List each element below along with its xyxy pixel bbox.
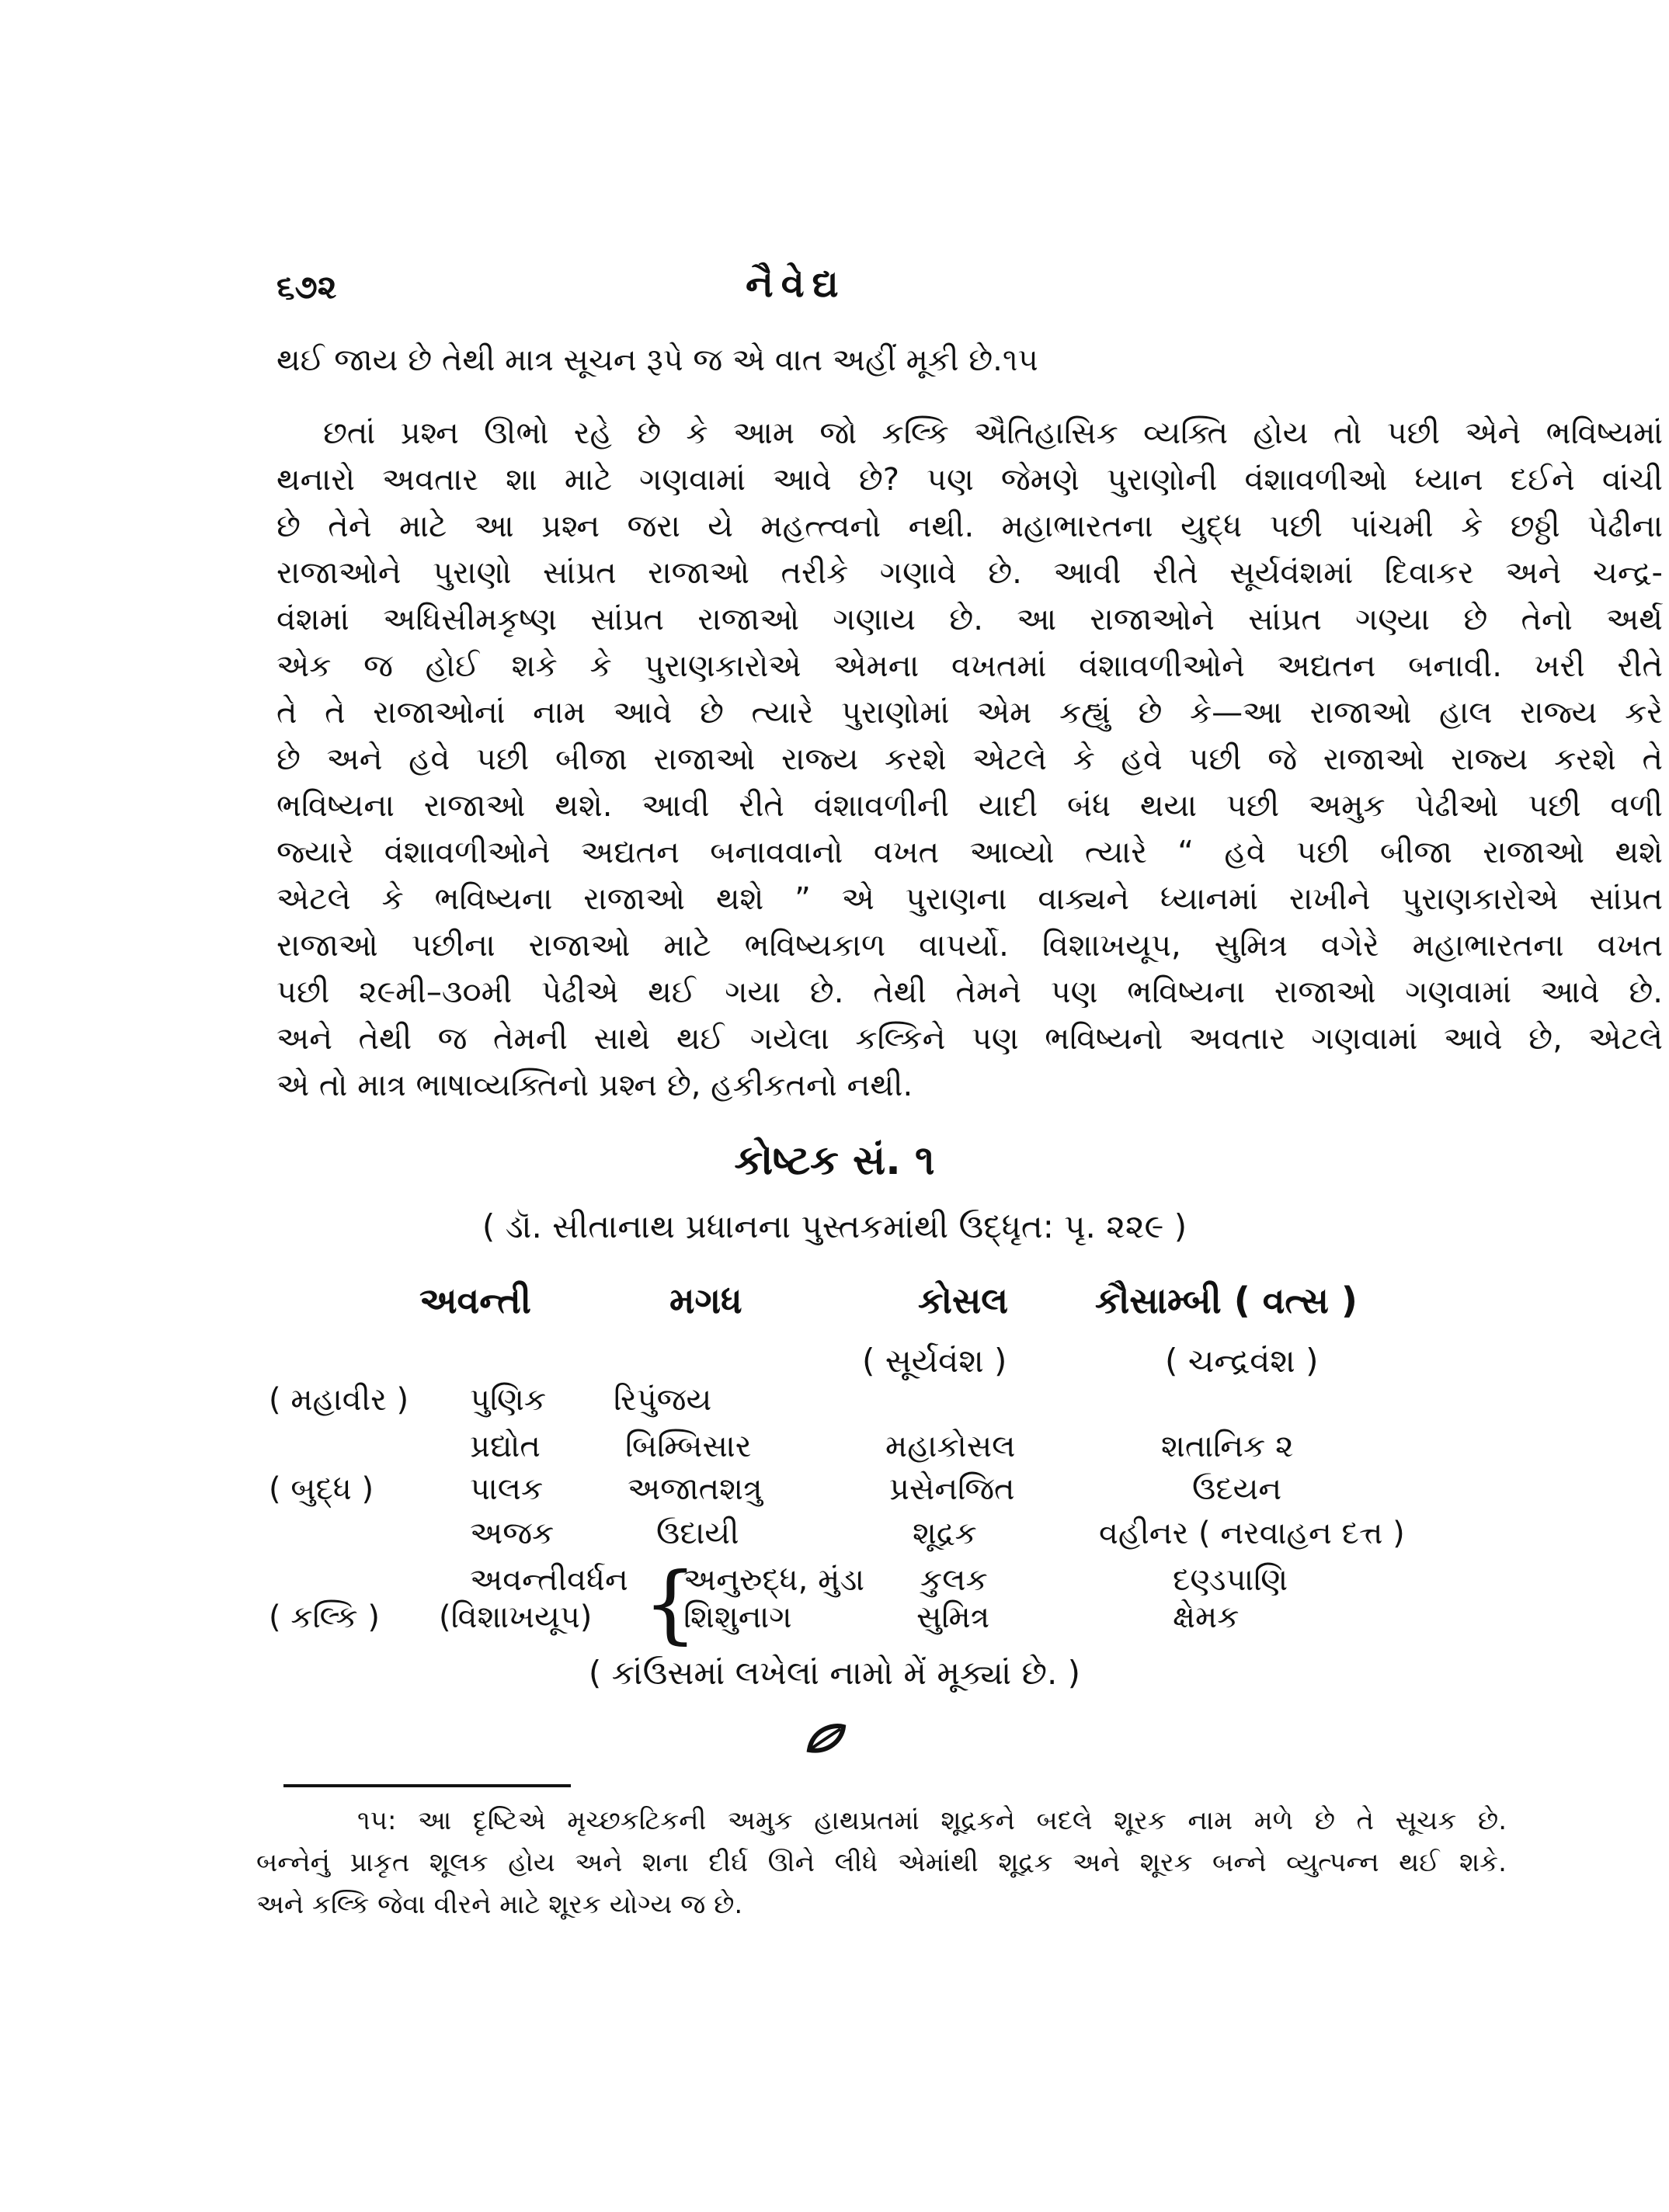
table-subtitle: ( ડૉ. સીતાનાથ પ્રધાનના પુસ્તકમાંથી ઉદ્ધૃત: પૃ. ૨૨૯ ) xyxy=(482,1207,1187,1245)
page-number: ૬૭૨ xyxy=(276,268,337,306)
paragraph-line: એટલે કે ભવિષ્યના રાજાઓ થશે ” એ પુરાણના વાક્યને ધ્યાનમાં રાખીને પુરાણકારોએ સાંપ્રત xyxy=(276,881,1663,917)
table-cell: અનુરુદ્ધ, મુંડા xyxy=(683,1562,865,1598)
paragraph-line: છે તેને માટે આ પ્રશ્ન જરા યે મહત્ત્વનો નથી. મહાભારતના યુદ્ધ પછી પાંચમી કે છઠ્ઠી પેઢીના xyxy=(276,509,1663,544)
footnote-line: ૧૫: આ દૃષ્ટિએ મૃચ્છકટિકની અમુક હાથપ્રતમાં શૂદ્રકને બદલે શૂરક નામ મળે છે તે સૂચક છે. xyxy=(357,1805,1507,1836)
column-header-kausambi: કૌસામ્બી ( વત્સ ) xyxy=(1095,1280,1358,1321)
table-cell: શિશુનાગ xyxy=(683,1599,792,1635)
table-cell: શતાનિક ૨ xyxy=(1161,1429,1294,1464)
table-title: કોષ્ટક સં. ૧ xyxy=(734,1137,935,1184)
column-header-avanti: અવન્તી xyxy=(419,1280,531,1321)
footnote-rule xyxy=(283,1784,571,1787)
table-cell: અજાતશત્રુ xyxy=(628,1471,763,1507)
table-cell: અજક xyxy=(470,1516,555,1551)
table-cell: મહાકોસલ xyxy=(885,1429,1016,1464)
column-header-magadha: મગધ xyxy=(669,1280,742,1321)
column-header-kosala: કોસલ xyxy=(918,1280,1009,1321)
table-cell: પ્રદ્યોત xyxy=(470,1429,541,1464)
paragraph-line: એક જ હોઈ શકે કે પુરાણકારોએ એમના વખતમાં વંશાવળીઓને અદ્યતન બનાવી. ખરી રીતે xyxy=(276,648,1663,684)
row-label-buddha: ( બુદ્ધ ) xyxy=(269,1471,374,1507)
column-sub-kausambi: ( ચન્દ્રવંશ ) xyxy=(1165,1342,1319,1380)
paragraph-line: ભવિષ્યના રાજાઓ થશે. આવી રીતે વંશાવળીની યાદી બંધ થયા પછી અમુક પેઢીઓ પછી વળી xyxy=(276,788,1663,824)
table-cell: દણ્ડપાણિ xyxy=(1173,1562,1288,1598)
running-head: નૈવેદ્ય xyxy=(746,262,847,306)
table-cell: (વિશાખયૂપ) xyxy=(439,1599,593,1635)
table-cell: પાલક xyxy=(470,1471,544,1507)
table-cell: પુણિક xyxy=(470,1382,547,1418)
row-label-mahavira: ( મહાવીર ) xyxy=(269,1382,409,1418)
table-cell: રિપુંજય xyxy=(614,1382,712,1418)
table-cell: અવન્તીવર્ધન xyxy=(470,1562,628,1598)
paragraph-line: છે અને હવે પછી બીજા રાજાઓ રાજ્ય કરશે એટલે કે હવે પછી જે રાજાઓ રાજ્ય કરશે તે xyxy=(276,741,1663,777)
paragraph-line: છતાં પ્રશ્ન ઊભો રહે છે કે આમ જો કલ્કિ ઐતિહાસિક વ્યક્તિ હોય તો પછી એને ભવિષ્યમાં xyxy=(323,415,1663,451)
table-cell: સુમિત્ર xyxy=(916,1599,990,1635)
table-cell: કુલક xyxy=(920,1562,988,1598)
paragraph-line: અને તેથી જ તેમની સાથે થઈ ગયેલા કલ્કિને પણ ભવિષ્યનો અવતાર ગણવામાં આવે છે, એટલે xyxy=(276,1021,1663,1057)
paragraph-line: થનારો અવતાર શા માટે ગણવામાં આવે છે? પણ જેમણે પુરાણોની વંશાવળીઓ ધ્યાન દઈને વાંચી xyxy=(276,462,1663,498)
table-cell: પ્રસેનજિત xyxy=(889,1471,1015,1507)
table-cell: ઉદયન xyxy=(1192,1471,1282,1507)
continued-text-line: થઈ જાય છે તેથી માત્ર સૂચન રૂપે જ એ વાત અહીં મૂકી છે.૧૫ xyxy=(276,342,1038,378)
main-paragraph xyxy=(276,410,1663,1109)
table-note: ( કાંઉસમાં લખેલાં નામો મેં મૂક્યાં છે. ) xyxy=(588,1654,1081,1692)
paragraph-line: જ્યારે વંશાવળીઓને અદ્યતન બનાવવાનો વખત આવ્યો ત્યારે “ હવે પછી બીજા રાજાઓ થશે xyxy=(276,835,1663,870)
table-cell: ઉદાયી xyxy=(656,1516,739,1551)
table-cell: ક્ષેમક xyxy=(1173,1599,1240,1635)
paragraph-line: તે તે રાજાઓનાં નામ આવે છે ત્યારે પુરાણોમાં એમ કહ્યું છે કે—આ રાજાઓ હાલ રાજ્ય કરે xyxy=(276,695,1663,731)
paragraph-line: રાજાઓ પછીના રાજાઓ માટે ભવિષ્યકાળ વાપર્યો. વિશાખયૂપ, સુમિત્ર વગેરે મહાભારતના વખત xyxy=(276,928,1663,964)
paragraph-line: એ તો માત્ર ભાષાવ્યક્તિનો પ્રશ્ન છે, હકીકતનો નથી. xyxy=(276,1068,913,1103)
paragraph-line: રાજાઓને પુરાણો સાંપ્રત રાજાઓ તરીકે ગણાવે છે. આવી રીતે સૂર્યવંશમાં દિવાકર અને ચન્દ્ર- xyxy=(276,555,1663,591)
brace-icon: { xyxy=(643,1554,697,1653)
leaf-ornament-icon xyxy=(805,1722,848,1759)
footnote-line: બન્નેનું પ્રાકૃત શૂલક હોય અને શના દીર્ઘ ઊને લીધે એમાંથી શૂદ્રક અને શૂરક બન્ને વ્યુત્પન્ન થઈ શકે. xyxy=(256,1847,1507,1878)
table-cell: વહીનર ( નરવાહન દત્ત ) xyxy=(1099,1516,1405,1551)
footnote-line: અને કલ્કિ જેવા વીરને માટે શૂરક યોગ્ય જ છે. xyxy=(256,1889,743,1920)
table-cell: શૂદ્રક xyxy=(913,1516,977,1551)
table-cell: બિમ્બિસાર xyxy=(625,1429,752,1464)
paragraph-line: પછી ૨૯મી–૩૦મી પેઢીએ થઈ ગયા છે. તેથી તેમને પણ ભવિષ્યના રાજાઓ ગણવામાં આવે છે. xyxy=(276,974,1663,1010)
paragraph-line: વંશમાં અધિસીમકૃષ્ણ સાંપ્રત રાજાઓ ગણાય છે. આ રાજાઓને સાંપ્રત ગણ્યા છે તેનો અર્થ xyxy=(276,602,1663,637)
footnote xyxy=(256,1800,1507,1926)
row-label-kalki: ( કલ્કિ ) xyxy=(269,1599,380,1635)
column-sub-kosala: ( સૂર્યવંશ ) xyxy=(862,1342,1007,1380)
